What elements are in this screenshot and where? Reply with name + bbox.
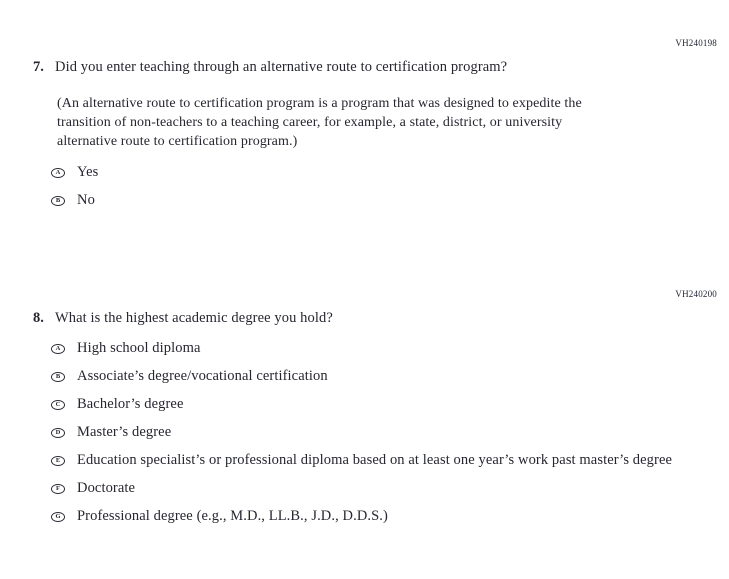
option-label: Education specialist’s or professional diploma based on at least one year’s work past master’s degree <box>77 452 673 468</box>
option-letter: F <box>56 484 60 492</box>
options-list <box>0 340 729 525</box>
answer-option[interactable] <box>51 340 729 357</box>
answer-option[interactable] <box>51 424 729 441</box>
option-label: Associate’s degree/vocational certification <box>77 368 328 384</box>
option-label: Bachelor’s degree <box>77 396 184 412</box>
answer-option[interactable] <box>51 368 729 385</box>
question-block <box>0 289 729 536</box>
answer-option[interactable] <box>51 480 729 497</box>
option-letter: D <box>55 428 61 436</box>
answer-option[interactable] <box>51 452 729 469</box>
option-label: Yes <box>77 164 99 180</box>
option-label: High school diploma <box>77 340 201 356</box>
question-number: 8. <box>33 310 44 326</box>
answer-option[interactable] <box>51 396 729 413</box>
question-code: VH240198 <box>675 38 717 48</box>
option-bubble-icon[interactable] <box>51 400 65 410</box>
options-list <box>0 164 729 209</box>
option-label: Professional degree (e.g., M.D., LL.B., J.D., D.D.S.) <box>77 508 388 524</box>
option-letter: A <box>55 168 61 176</box>
option-bubble-icon[interactable] <box>51 456 65 466</box>
option-letter: C <box>55 400 61 408</box>
question-text: What is the highest academic degree you hold? <box>55 310 333 326</box>
option-letter: B <box>55 372 61 380</box>
option-letter: G <box>55 512 61 520</box>
question-code: VH240200 <box>675 289 717 299</box>
question-note: (An alternative route to certification program is a program that was designed to expedite the transition of non-teachers to a teaching career, for example, a state, district, or university alternative route to certification program.) <box>57 96 582 149</box>
question-block <box>0 38 729 220</box>
option-bubble-icon[interactable] <box>51 168 65 178</box>
option-bubble-icon[interactable] <box>51 372 65 382</box>
option-bubble-icon[interactable] <box>51 196 65 206</box>
option-bubble-icon[interactable] <box>51 512 65 522</box>
option-label: Master’s degree <box>77 424 172 440</box>
question-text: Did you enter teaching through an alternative route to certification program? <box>55 59 508 75</box>
option-label: No <box>77 192 95 208</box>
option-letter: A <box>55 344 61 352</box>
option-bubble-icon[interactable] <box>51 484 65 494</box>
option-letter: B <box>55 196 61 204</box>
option-bubble-icon[interactable] <box>51 428 65 438</box>
option-bubble-icon[interactable] <box>51 344 65 354</box>
answer-option[interactable] <box>51 508 729 525</box>
answer-option[interactable] <box>51 192 729 209</box>
option-label: Doctorate <box>77 480 136 496</box>
question-number: 7. <box>33 59 44 75</box>
answer-option[interactable] <box>51 164 729 181</box>
option-letter: E <box>55 456 61 464</box>
